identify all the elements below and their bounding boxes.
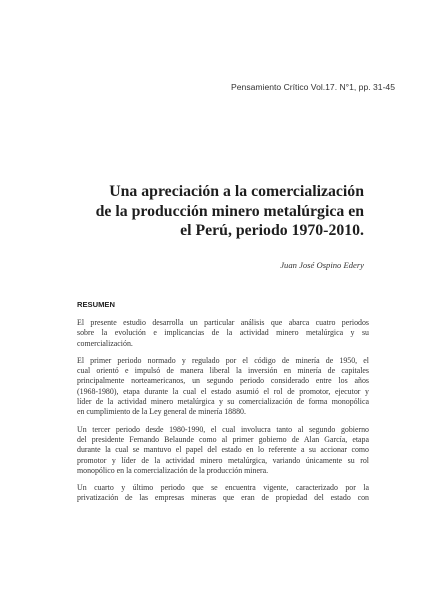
title-line: el Perú, periodo 1970-2010. <box>180 222 364 239</box>
abstract-paragraph <box>77 318 369 349</box>
text-line: Un tercer periodo desde 1980-1990, el cual involucra tanto al segundo gobierno <box>77 424 369 434</box>
text-line: sobre la evolución e implicancias de la actividad minero metalúrgica y su <box>77 328 369 338</box>
text-line: promotor y líder de la actividad minero metalúrgica, variando únicamente su rol <box>77 455 369 465</box>
journal-reference: Pensamiento Crítico Vol.17. N°1, pp. 31-45 <box>231 82 395 92</box>
text-line: en cumplimiento de la Ley general de minería 18880. <box>77 407 246 417</box>
text-line: El presente estudio desarrolla un particular análisis que abarca cuatro periodos <box>77 318 369 327</box>
text-line: durante la cual se mantuvo el papel del estado en lo referente a su accionar como <box>77 445 369 455</box>
text-line: principalmente norteamericanos, un segundo periodo considerado entre los años <box>77 376 369 386</box>
text-line: líder de la actividad minero metalúrgica y su comercialización de forma monopólica <box>77 397 369 407</box>
text-line: privatización de las empresas mineras que eran de propiedad del estado con <box>77 493 369 503</box>
title-line: Una apreciación a la comercialización <box>109 183 364 200</box>
abstract-paragraph <box>77 356 369 418</box>
abstract-heading: RESUMEN <box>77 300 115 309</box>
abstract-paragraph <box>77 483 369 504</box>
text-line: cual orientó e impulsó de manera liberal la inversión en minería de capitales <box>77 366 369 376</box>
article-title <box>24 182 364 241</box>
text-line: El primer periodo normado y regulado por el código de minería de 1950, el <box>77 355 369 365</box>
text-line: del presidente Fernando Belaunde como al primer gobierno de Alan García, etapa <box>77 434 369 444</box>
author-name: Juan José Ospino Edery <box>280 260 364 270</box>
abstract-paragraph <box>77 425 369 476</box>
abstract-body <box>77 318 369 511</box>
title-line: de la producción minero metalúrgica en <box>95 202 364 220</box>
text-line: comercialización. <box>77 338 133 348</box>
text-line: monopólico en la comercialización de la producción minera. <box>77 465 269 475</box>
text-line: (1968-1980), etapa durante la cual el estado asumió el rol de promotor, ejecutor y <box>77 386 369 396</box>
text-line: Un cuarto y último periodo que se encuentra vigente, caracterizado por la <box>77 483 369 493</box>
